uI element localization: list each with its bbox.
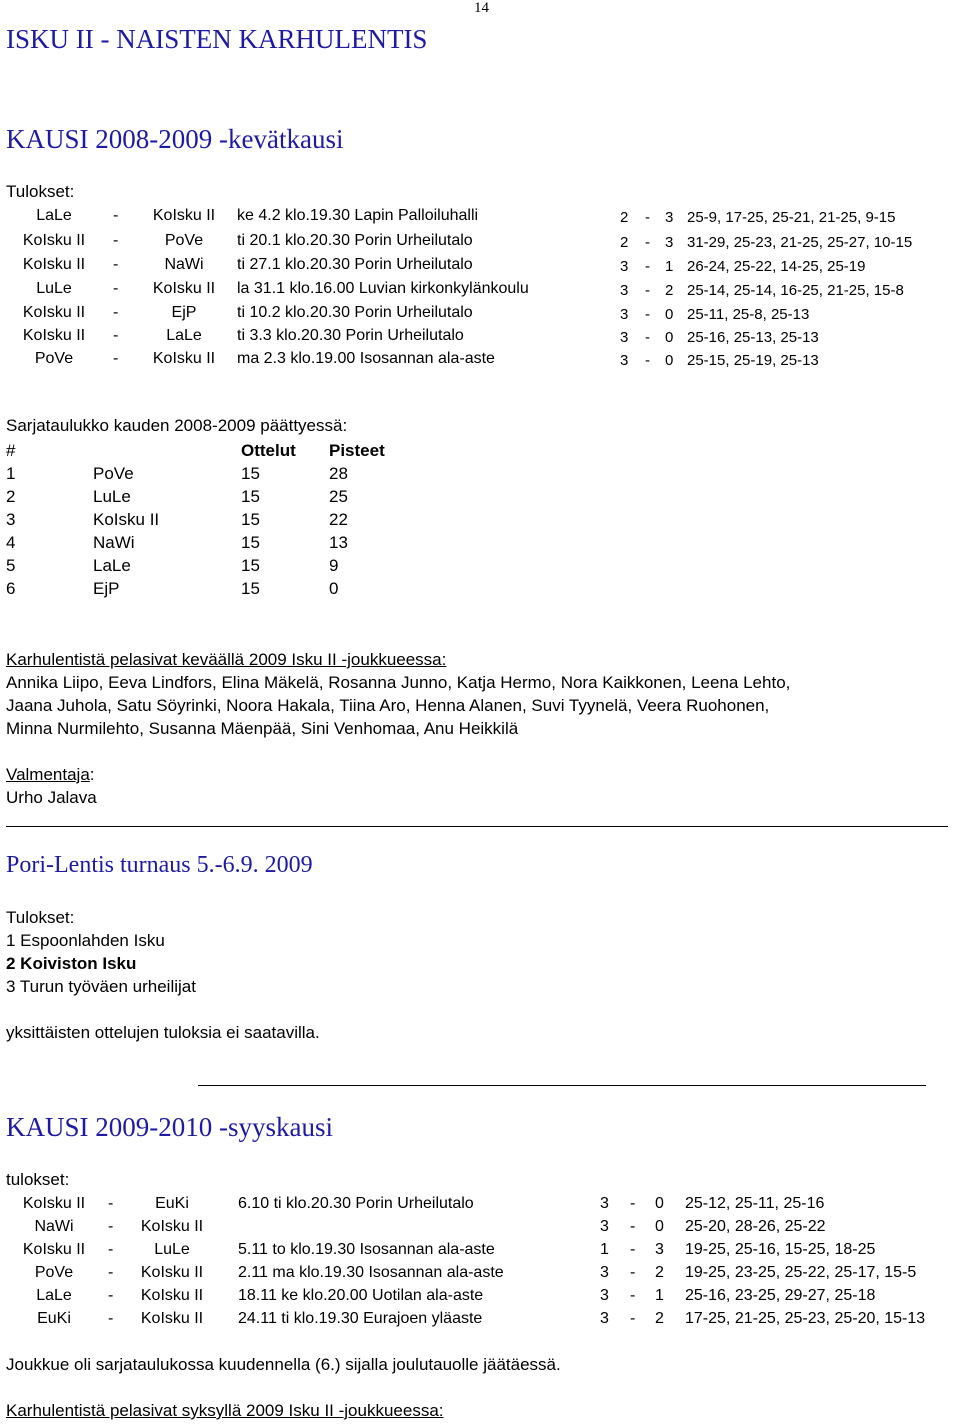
match-score-home: 3 bbox=[620, 329, 629, 346]
match-dash: - bbox=[113, 280, 119, 297]
match-time-place: ti 10.2 klo.20.30 Porin Urheilutalo bbox=[237, 304, 473, 321]
match-score-dash: - bbox=[630, 1264, 636, 1281]
tournament-result-3: 3 Turun työväen urheilijat bbox=[6, 977, 196, 996]
match-time-place: 18.11 ke klo.20.00 Uotilan ala-aste bbox=[238, 1287, 484, 1304]
match-time-place: la 31.1 klo.16.00 Luvian kirkonkylänkoulu bbox=[237, 280, 529, 297]
match-dash: - bbox=[113, 232, 119, 249]
match-score-away: 1 bbox=[665, 258, 674, 275]
match-home-team: LaLe bbox=[36, 1287, 72, 1304]
match-away-team: KoIsku II bbox=[152, 207, 216, 224]
tournament-result-2: 2 Koiviston Isku bbox=[6, 954, 137, 973]
match-time-place: 24.11 ti klo.19.30 Eurajoen yläaste bbox=[238, 1310, 483, 1327]
match-away-team: KoIsku II bbox=[140, 1218, 204, 1235]
standings-points: 13 bbox=[329, 533, 348, 552]
match-score-home: 3 bbox=[600, 1218, 609, 1235]
match-away-team: KoIsku II bbox=[152, 350, 216, 367]
tournament-result-1: 1 Espoonlahden Isku bbox=[6, 931, 165, 950]
match-time-place: ti 27.1 klo.20.30 Porin Urheilutalo bbox=[237, 256, 473, 273]
standings-header-points: Pisteet bbox=[329, 441, 385, 460]
match-score-home: 1 bbox=[600, 1241, 609, 1258]
match-set-scores: 17-25, 21-25, 25-23, 25-20, 15-13 bbox=[685, 1310, 926, 1327]
match-score-home: 3 bbox=[600, 1264, 609, 1281]
match-away-team: NaWi bbox=[164, 256, 204, 273]
match-set-scores: 25-12, 25-11, 25-16 bbox=[685, 1195, 825, 1212]
match-home-team: PoVe bbox=[34, 350, 74, 367]
divider bbox=[6, 826, 948, 827]
match-time-place: ke 4.2 klo.19.30 Lapin Palloiluhalli bbox=[237, 207, 479, 224]
standings-team: LaLe bbox=[93, 556, 131, 575]
match-set-scores: 25-15, 25-19, 25-13 bbox=[687, 352, 819, 369]
match-score-dash: - bbox=[645, 329, 650, 346]
standings-header-games: Ottelut bbox=[241, 441, 296, 460]
page-title: ISKU II - NAISTEN KARHULENTIS bbox=[6, 24, 428, 54]
standings-games: 15 bbox=[241, 533, 260, 552]
results-label: Tulokset: bbox=[6, 182, 75, 201]
standings-points: 22 bbox=[329, 510, 348, 529]
match-time-place: ma 2.3 klo.19.00 Isosannan ala-aste bbox=[237, 350, 495, 367]
players-spring-line: Jaana Juhola, Satu Söyrinki, Noora Hakala, Tiina Aro, Henna Alanen, Suvi Tyynelä, Veera Ruohonen, bbox=[6, 696, 770, 715]
match-away-team: LaLe bbox=[166, 327, 202, 344]
match-score-dash: - bbox=[645, 282, 650, 299]
match-score-dash: - bbox=[630, 1241, 636, 1258]
match-score-away: 0 bbox=[665, 329, 674, 346]
standings-points: 0 bbox=[329, 579, 339, 598]
match-set-scores: 31-29, 25-23, 21-25, 25-27, 10-15 bbox=[687, 234, 913, 251]
standings-games: 15 bbox=[241, 487, 260, 506]
standings-rank: 1 bbox=[6, 464, 16, 483]
players-spring-line: Minna Nurmilehto, Susanna Mäenpää, Sini Venhomaa, Anu Heikkilä bbox=[6, 719, 519, 738]
results-label-2: tulokset: bbox=[6, 1170, 70, 1189]
match-score-home: 3 bbox=[620, 258, 629, 275]
match-score-home: 2 bbox=[620, 234, 629, 251]
match-score-away: 0 bbox=[655, 1195, 664, 1212]
match-dash: - bbox=[113, 207, 119, 224]
match-score-dash: - bbox=[645, 234, 650, 251]
standings-team: LuLe bbox=[93, 487, 131, 506]
standings-title: Sarjataulukko kauden 2008-2009 päättyessä: bbox=[6, 416, 348, 435]
match-time-place: ti 3.3 klo.20.30 Porin Urheilutalo bbox=[237, 327, 464, 344]
match-score-away: 2 bbox=[655, 1310, 664, 1327]
match-home-team: KoIsku II bbox=[22, 256, 86, 273]
match-score-away: 3 bbox=[665, 234, 674, 251]
match-score-away: 0 bbox=[665, 352, 674, 369]
match-score-away: 2 bbox=[655, 1264, 664, 1281]
match-home-team: KoIsku II bbox=[22, 304, 86, 321]
match-score-home: 3 bbox=[620, 282, 629, 299]
standings-rank: 2 bbox=[6, 487, 16, 506]
standings-games: 15 bbox=[241, 510, 260, 529]
match-set-scores: 25-11, 25-8, 25-13 bbox=[687, 306, 810, 323]
match-dash: - bbox=[113, 256, 119, 273]
standings-games: 15 bbox=[241, 579, 260, 598]
match-set-scores: 19-25, 23-25, 25-22, 25-17, 15-5 bbox=[685, 1264, 917, 1281]
match-score-home: 2 bbox=[620, 209, 629, 226]
match-score-home: 3 bbox=[600, 1287, 609, 1304]
match-away-team: KoIsku II bbox=[140, 1310, 204, 1327]
match-set-scores: 19-25, 25-16, 15-25, 18-25 bbox=[685, 1241, 876, 1258]
season-2008-2009-heading: KAUSI 2008-2009 -kevätkausi bbox=[6, 124, 344, 154]
standings-header-rank: # bbox=[6, 441, 16, 460]
match-home-team: LuLe bbox=[36, 280, 72, 297]
standings-rank: 3 bbox=[6, 510, 16, 529]
match-home-team: EuKi bbox=[37, 1310, 71, 1327]
match-away-team: KoIsku II bbox=[152, 280, 216, 297]
match-score-dash: - bbox=[645, 352, 650, 369]
standing-note: Joukkue oli sarjataulukossa kuudennella (6.) sijalla joulutauolle jäätäessä. bbox=[6, 1355, 561, 1374]
standings-points: 28 bbox=[329, 464, 348, 483]
match-dash: - bbox=[108, 1310, 114, 1327]
match-time-place: ti 20.1 klo.20.30 Porin Urheilutalo bbox=[237, 232, 473, 249]
players-autumn-label: Karhulentistä pelasivat syksyllä 2009 Isku II -joukkueessa: bbox=[6, 1401, 444, 1420]
match-home-team: KoIsku II bbox=[22, 327, 86, 344]
match-score-away: 0 bbox=[655, 1218, 664, 1235]
standings-team: EjP bbox=[93, 579, 120, 598]
standings-rank: 4 bbox=[6, 533, 16, 552]
match-home-team: KoIsku II bbox=[22, 1241, 86, 1258]
match-home-team: PoVe bbox=[34, 1264, 74, 1281]
standings-games: 15 bbox=[241, 556, 260, 575]
standings-games: 15 bbox=[241, 464, 260, 483]
match-set-scores: 26-24, 25-22, 14-25, 25-19 bbox=[687, 258, 866, 275]
match-score-away: 3 bbox=[655, 1241, 664, 1258]
match-home-team: NaWi bbox=[34, 1218, 74, 1235]
match-score-away: 3 bbox=[665, 209, 674, 226]
tournament-results-label: Tulokset: bbox=[6, 908, 75, 927]
match-dash: - bbox=[108, 1218, 114, 1235]
match-score-dash: - bbox=[645, 209, 650, 226]
match-dash: - bbox=[113, 304, 119, 321]
standings-rank: 5 bbox=[6, 556, 16, 575]
players-spring-line: Annika Liipo, Eeva Lindfors, Elina Mäkelä, Rosanna Junno, Katja Hermo, Nora Kaikkonen, Leena Lehto, bbox=[6, 673, 791, 692]
standings-team: NaWi bbox=[93, 533, 135, 552]
match-score-dash: - bbox=[645, 306, 650, 323]
match-away-team: KoIsku II bbox=[140, 1264, 204, 1281]
match-time-place: 5.11 to klo.19.30 Isosannan ala-aste bbox=[238, 1241, 495, 1258]
match-set-scores: 25-20, 28-26, 25-22 bbox=[685, 1218, 826, 1235]
match-away-team: EuKi bbox=[155, 1195, 189, 1212]
standings-team: KoIsku II bbox=[93, 510, 160, 529]
match-time-place: 6.10 ti klo.20.30 Porin Urheilutalo bbox=[238, 1195, 474, 1212]
match-dash: - bbox=[108, 1287, 114, 1304]
match-home-team: LaLe bbox=[36, 207, 72, 224]
match-dash: - bbox=[108, 1241, 114, 1258]
match-dash: - bbox=[113, 350, 119, 367]
match-away-team: LuLe bbox=[154, 1241, 190, 1258]
match-score-away: 1 bbox=[655, 1287, 664, 1304]
match-score-home: 3 bbox=[620, 352, 629, 369]
match-dash: - bbox=[108, 1195, 114, 1212]
page-number: 14 bbox=[474, 0, 489, 16]
match-dash: - bbox=[108, 1264, 114, 1281]
match-set-scores: 25-16, 25-13, 25-13 bbox=[687, 329, 819, 346]
match-score-dash: - bbox=[630, 1287, 636, 1304]
standings-points: 25 bbox=[329, 487, 348, 506]
match-score-dash: - bbox=[645, 258, 650, 275]
match-set-scores: 25-9, 17-25, 25-21, 21-25, 9-15 bbox=[687, 209, 896, 226]
standings-team: PoVe bbox=[93, 464, 134, 483]
match-score-dash: - bbox=[630, 1195, 636, 1212]
match-score-home: 3 bbox=[620, 306, 629, 323]
match-dash: - bbox=[113, 327, 119, 344]
players-spring-label: Karhulentistä pelasivat keväällä 2009 Isku II -joukkueessa: bbox=[6, 650, 447, 669]
match-away-team: EjP bbox=[171, 304, 197, 321]
coach-label: Valmentaja: bbox=[6, 765, 95, 784]
match-home-team: KoIsku II bbox=[22, 1195, 86, 1212]
season-2009-2010-heading: KAUSI 2009-2010 -syyskausi bbox=[6, 1112, 333, 1142]
match-score-away: 2 bbox=[665, 282, 674, 299]
standings-rank: 6 bbox=[6, 579, 16, 598]
match-time-place: 2.11 ma klo.19.30 Isosannan ala-aste bbox=[238, 1264, 504, 1281]
coach-name: Urho Jalava bbox=[6, 788, 97, 807]
tournament-heading: Pori-Lentis turnaus 5.-6.9. 2009 bbox=[6, 852, 313, 878]
match-set-scores: 25-14, 25-14, 16-25, 21-25, 15-8 bbox=[687, 282, 904, 299]
match-home-team: KoIsku II bbox=[22, 232, 86, 249]
match-away-team: PoVe bbox=[164, 232, 204, 249]
match-away-team: KoIsku II bbox=[140, 1287, 204, 1304]
match-score-away: 0 bbox=[665, 306, 674, 323]
match-score-dash: - bbox=[630, 1310, 636, 1327]
match-score-home: 3 bbox=[600, 1310, 609, 1327]
match-score-home: 3 bbox=[600, 1195, 609, 1212]
tournament-note: yksittäisten ottelujen tuloksia ei saatavilla. bbox=[6, 1023, 320, 1042]
standings-points: 9 bbox=[329, 556, 339, 575]
match-score-dash: - bbox=[630, 1218, 636, 1235]
divider bbox=[198, 1085, 926, 1086]
match-set-scores: 25-16, 23-25, 29-27, 25-18 bbox=[685, 1287, 876, 1304]
